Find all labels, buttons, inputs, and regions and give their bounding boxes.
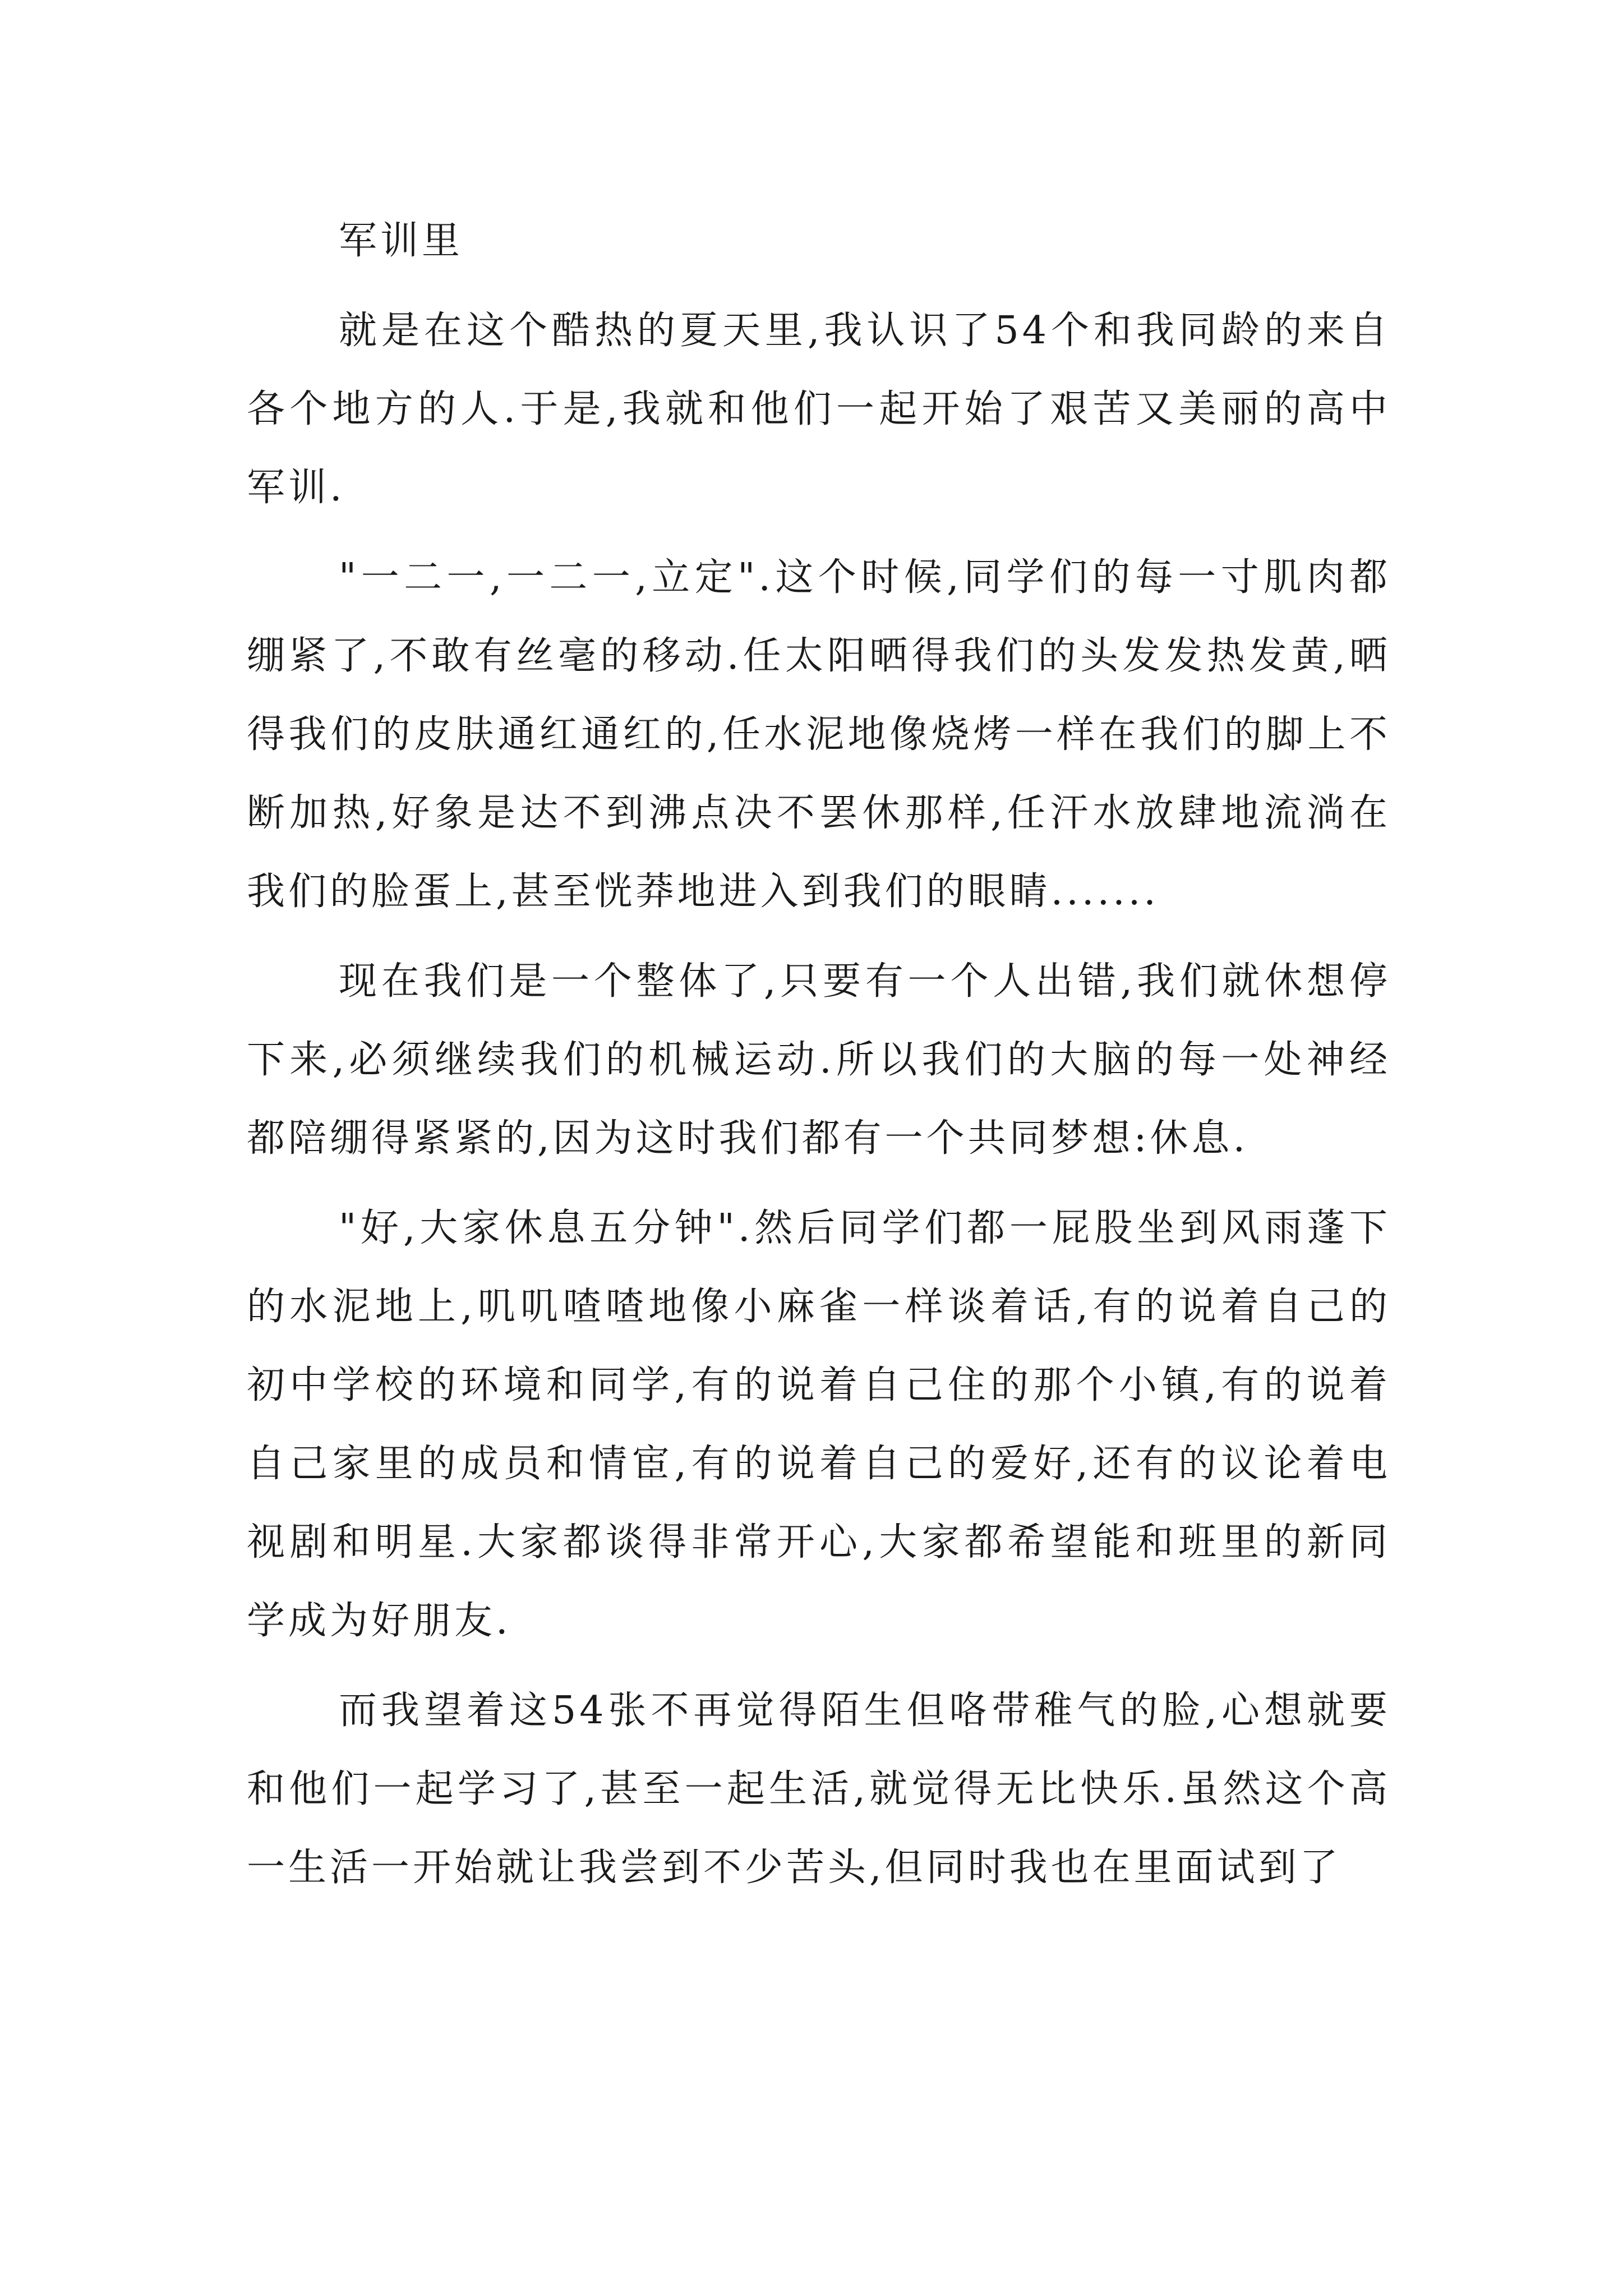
document-body [247, 202, 1391, 1907]
paragraph: 而我望着这54张不再觉得陌生但咯带稚气的脸,心想就要和他们一起学习了,甚至一起生活,就觉得无比快乐.虽然这个高一生活一开始就让我尝到不少苦头,但同时我也在里面试到了 [247, 1688, 1391, 1890]
document-title: 军训里 [339, 219, 464, 263]
paragraph: "一二一,一二一,立定".这个时候,同学们的每一寸肌肉都绷紧了,不敢有丝毫的移动.任太阳晒得我们的头发发热发黄,晒得我们的皮肤通红通红的,任水泥地像烧烤一样在我们的脚上不断加热,好象是达不到沸点决不罢休那样,任汗水放肆地流淌在我们的脸蛋上,甚至恍莽地进入到我们的眼睛....... [247, 555, 1391, 914]
paragraph: "好,大家休息五分钟".然后同学们都一屁股坐到风雨蓬下的水泥地上,叽叽喳喳地像小麻雀一样谈着话,有的说着自己的初中学校的环境和同学,有的说着自己住的那个小镇,有的说着自己家里的成员和情宦,有的说着自己的爱好,还有的议论着电视剧和明星.大家都谈得非常开心,大家都希望能和班里的新同学成为好朋友. [247, 1206, 1391, 1643]
paragraph: 就是在这个酷热的夏天里,我认识了54个和我同龄的来自各个地方的人.于是,我就和他们一起开始了艰苦又美丽的高中军训. [247, 309, 1391, 510]
paragraph: 现在我们是一个整体了,只要有一个人出错,我们就休想停下来,必须继续我们的机械运动.所以我们的大脑的每一处神经都陪绷得紧紧的,因为这时我们都有一个共同梦想:休息. [247, 959, 1391, 1161]
